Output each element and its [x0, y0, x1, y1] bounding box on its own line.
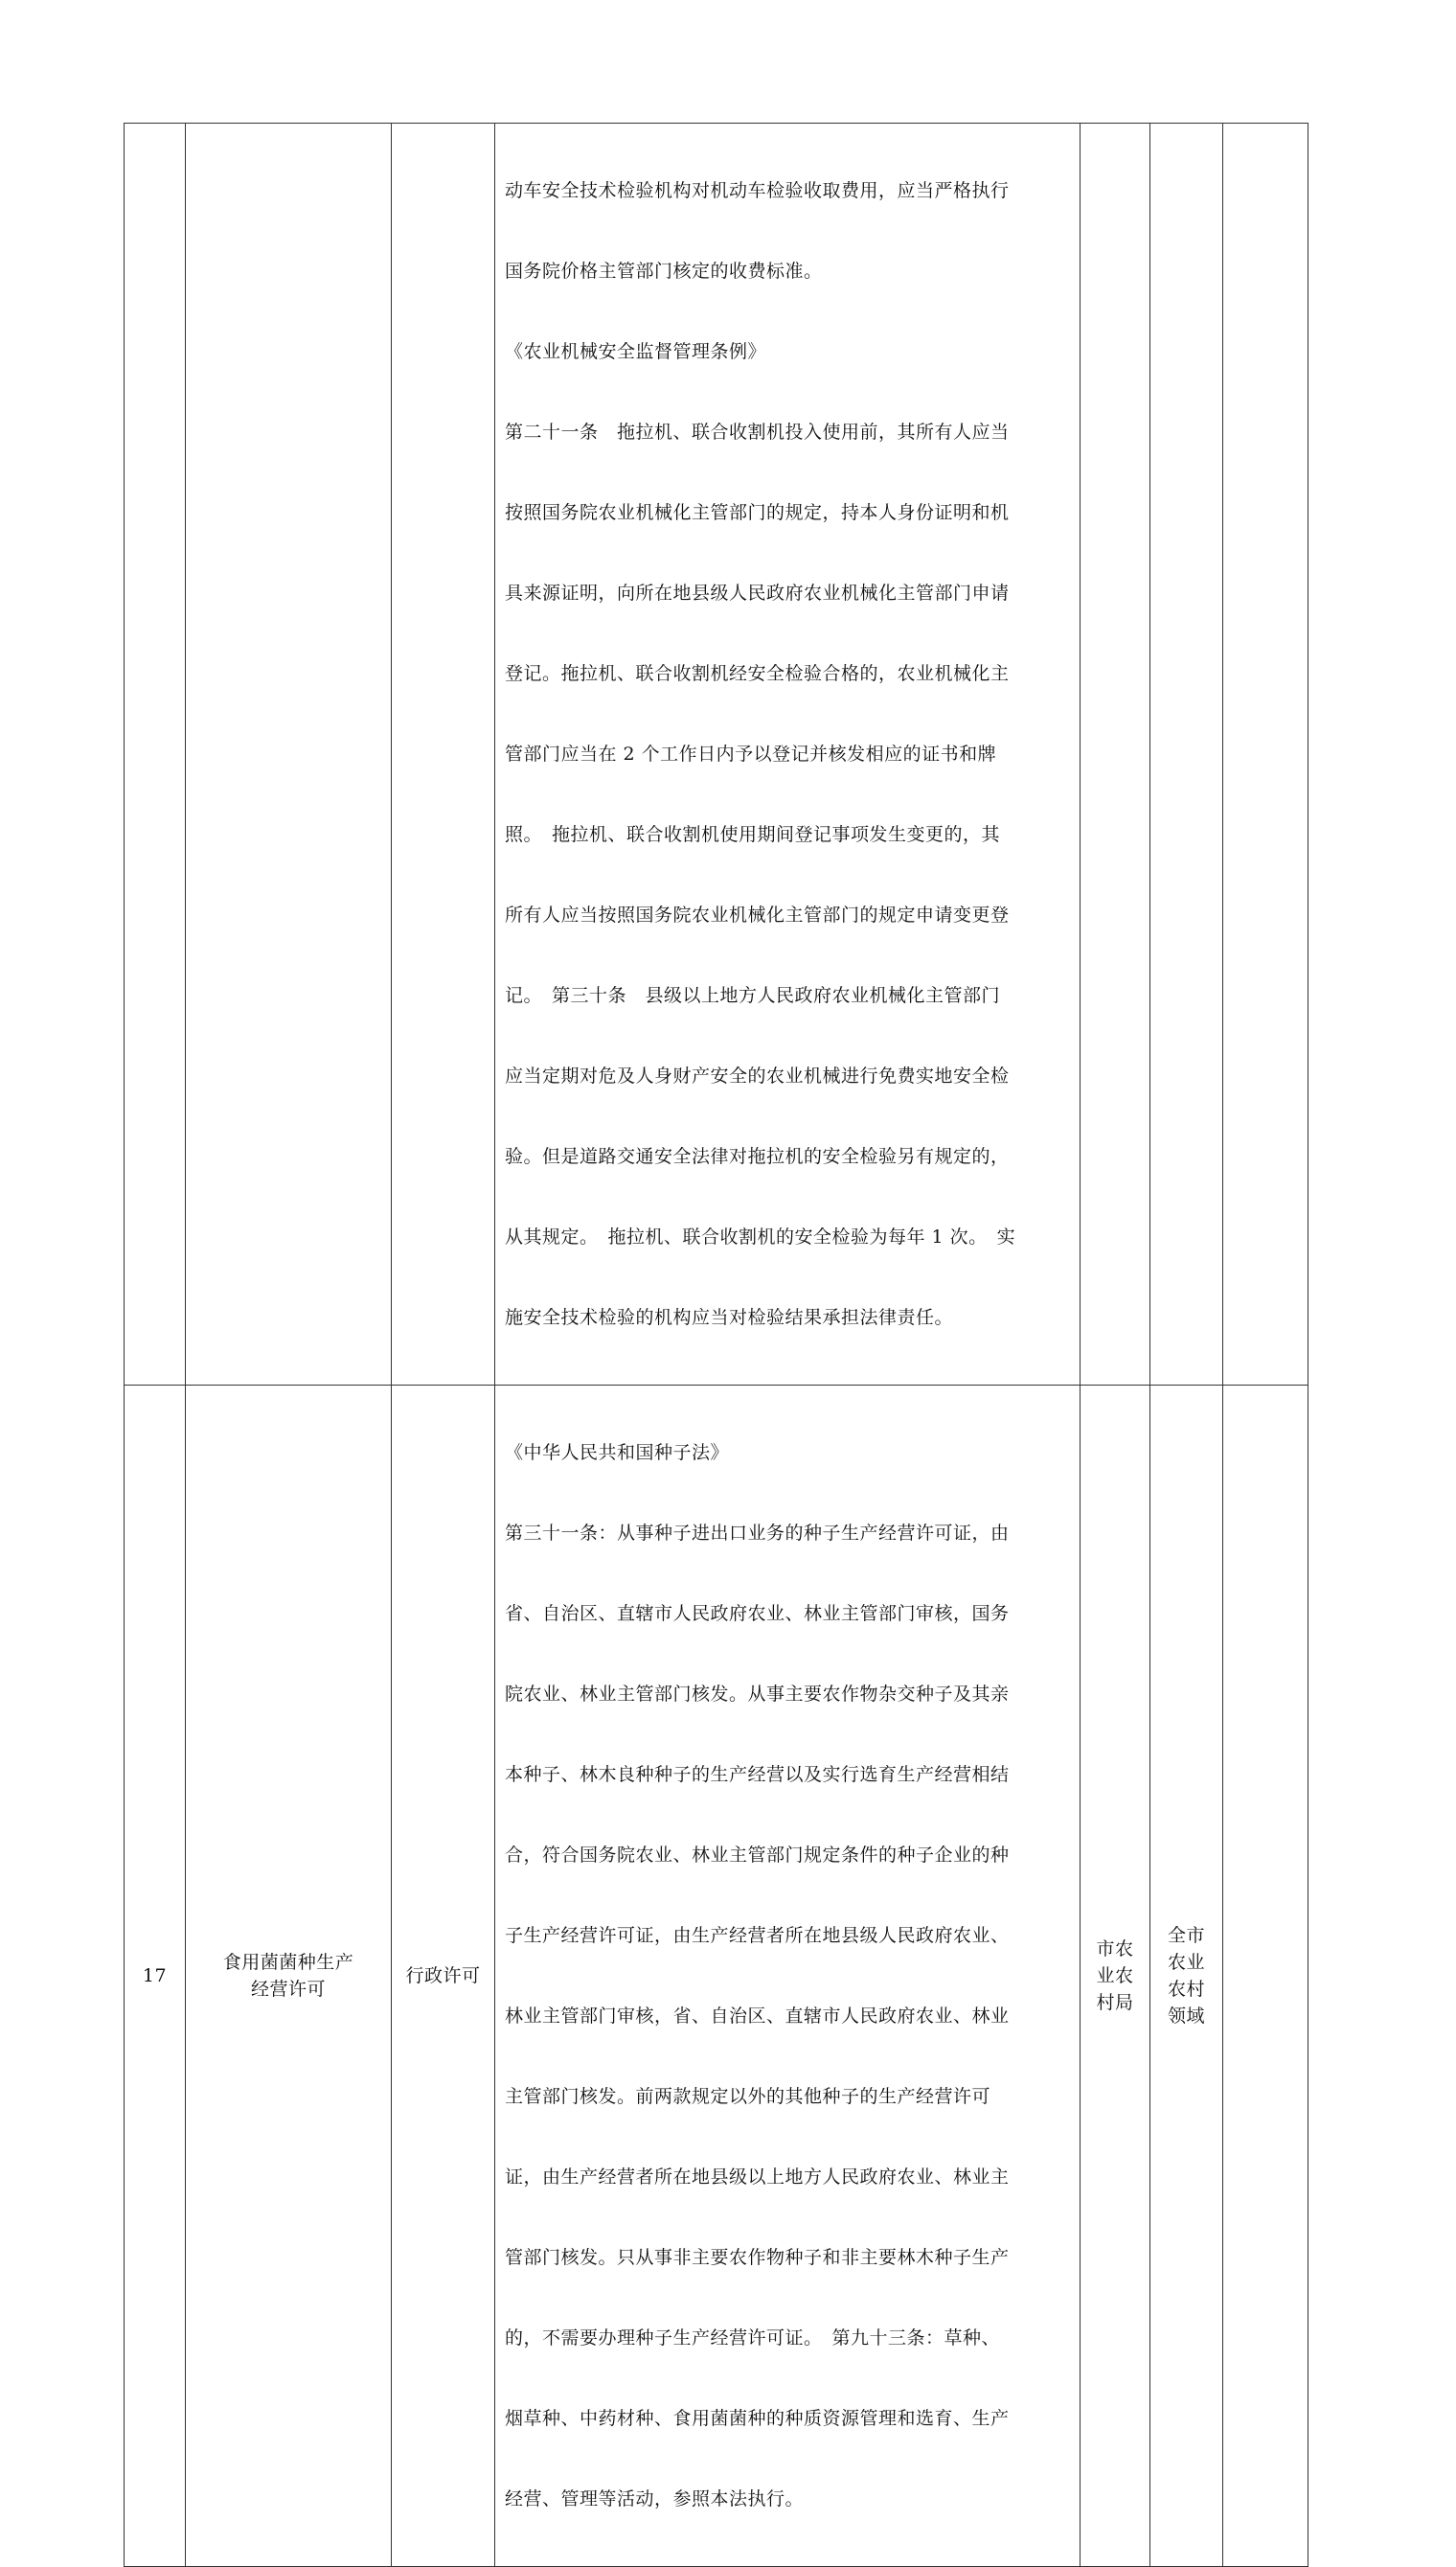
note-cell: [1223, 1386, 1308, 2567]
basis-line: 第三十一条：从事种子进出口业务的种子生产经营许可证，由: [505, 1523, 1010, 1544]
item-type-cell: 行政许可: [392, 1386, 495, 2567]
regulation-table: [124, 123, 1308, 2567]
basis-line: 按照国务院农业机械化主管部门的规定，持本人身份证明和机: [505, 502, 1010, 523]
item-type-cell: [392, 124, 495, 1386]
basis-line: 主管部门核发。前两款规定以外的其他种子的生产经营许可: [505, 2086, 991, 2107]
legal-basis-cell: [495, 124, 1081, 1386]
basis-line: 子生产经营许可证，由生产经营者所在地县级人民政府农业、: [505, 1925, 1010, 1946]
note-cell: [1223, 124, 1308, 1386]
row-number-cell: [125, 124, 186, 1386]
basis-line: 第二十一条 拖拉机、联合收割机投入使用前，其所有人应当: [505, 422, 1010, 443]
scope-cell: [1150, 1386, 1223, 2567]
basis-line: 动车安全技术检验机构对机动车检验收取费用，应当严格执行: [505, 180, 1010, 201]
basis-line: 照。 拖拉机、联合收割机使用期间登记事项发生变更的，其: [505, 824, 1001, 845]
department-text: 市农业农村局: [1096, 1938, 1134, 2013]
item-name-text: 食用菌菌种生产经营许可: [222, 1952, 354, 2000]
scope-text: 全市农业农村领域: [1167, 1925, 1205, 2027]
item-name-cell: [186, 124, 392, 1386]
row-number-cell: 17: [125, 1386, 186, 2567]
basis-line: 所有人应当按照国务院农业机械化主管部门的规定申请变更登: [505, 905, 1010, 926]
basis-line: 具来源证明，向所在地县级人民政府农业机械化主管部门申请: [505, 583, 1010, 604]
table-row: [125, 124, 1308, 1386]
basis-line: 应当定期对危及人身财产安全的农业机械进行免费实地安全检: [505, 1066, 1010, 1087]
item-name-cell: [186, 1386, 392, 2567]
basis-line: 烟草种、中药材种、食用菌菌种的种质资源管理和选育、生产: [505, 2408, 1010, 2429]
basis-line: 本种子、林木良种种子的生产经营以及实行选育生产经营相结: [505, 1764, 1010, 1785]
basis-line: 国务院价格主管部门核定的收费标准。: [505, 261, 823, 282]
basis-line: 《中华人民共和国种子法》: [505, 1442, 730, 1463]
scope-cell: [1150, 124, 1223, 1386]
basis-line: 管部门应当在 2 个工作日内予以登记并核发相应的证书和牌: [505, 744, 997, 765]
basis-line: 经营、管理等活动，参照本法执行。: [505, 2488, 805, 2510]
department-cell: [1081, 124, 1150, 1386]
basis-line: 证，由生产经营者所在地县级以上地方人民政府农业、林业主: [505, 2166, 1010, 2188]
basis-line: 的，不需要办理种子生产经营许可证。 第九十三条：草种、: [505, 2327, 1001, 2349]
basis-line: 从其规定。 拖拉机、联合收割机的安全检验为每年 1 次。 实: [505, 1226, 1016, 1248]
basis-line: 登记。拖拉机、联合收割机经安全检验合格的，农业机械化主: [505, 663, 1010, 684]
basis-line: 合，符合国务院农业、林业主管部门规定条件的种子企业的种: [505, 1845, 1010, 1866]
legal-basis-cell: [495, 1386, 1081, 2567]
basis-line: 林业主管部门审核，省、自治区、直辖市人民政府农业、林业: [505, 2005, 1010, 2027]
basis-line: 《农业机械安全监督管理条例》: [505, 341, 767, 362]
basis-line: 记。 第三十条 县级以上地方人民政府农业机械化主管部门: [505, 985, 1001, 1006]
basis-line: 施安全技术检验的机构应当对检验结果承担法律责任。: [505, 1307, 954, 1328]
department-cell: [1081, 1386, 1150, 2567]
basis-line: 验。但是道路交通安全法律对拖拉机的安全检验另有规定的，: [505, 1146, 1010, 1167]
table-row: [125, 1386, 1308, 2567]
basis-line: 院农业、林业主管部门核发。从事主要农作物杂交种子及其亲: [505, 1684, 1010, 1705]
basis-line: 省、自治区、直辖市人民政府农业、林业主管部门审核，国务: [505, 1603, 1010, 1624]
basis-line: 管部门核发。只从事非主要农作物种子和非主要林木种子生产: [505, 2247, 1010, 2268]
